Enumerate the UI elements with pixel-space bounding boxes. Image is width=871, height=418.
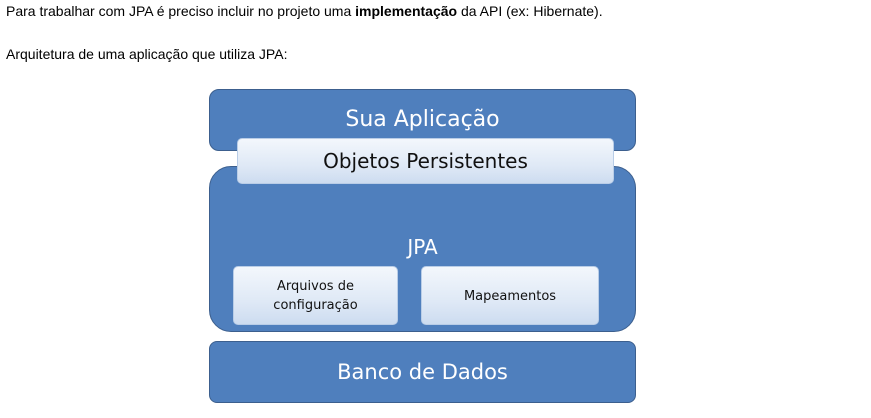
config-files-box xyxy=(233,266,398,325)
intro-text-start: Para trabalhar com JPA é preciso incluir no projeto uma xyxy=(6,3,356,19)
application-layer-label: Sua Aplicação xyxy=(345,107,500,132)
intro-paragraph xyxy=(6,2,603,20)
mappings-box xyxy=(421,266,599,325)
mappings-label: Mapeamentos xyxy=(463,289,557,304)
config-files-label-line2: configuração xyxy=(273,298,358,313)
persistent-objects-label: Objetos Persistentes xyxy=(323,149,528,173)
intro-text-end: da API (ex: Hibernate). xyxy=(457,3,603,19)
database-layer xyxy=(209,341,636,403)
config-files-label-line1: Arquivos de xyxy=(277,279,354,294)
intro-bold-term: implementação xyxy=(355,3,458,19)
database-layer-label: Banco de Dados xyxy=(337,360,508,384)
persistent-objects-box xyxy=(237,138,614,184)
architecture-caption: Arquitetura de uma aplicação que utiliza JPA: xyxy=(6,46,288,62)
jpa-layer-label: JPA xyxy=(407,235,438,259)
config-files-label xyxy=(234,277,397,315)
